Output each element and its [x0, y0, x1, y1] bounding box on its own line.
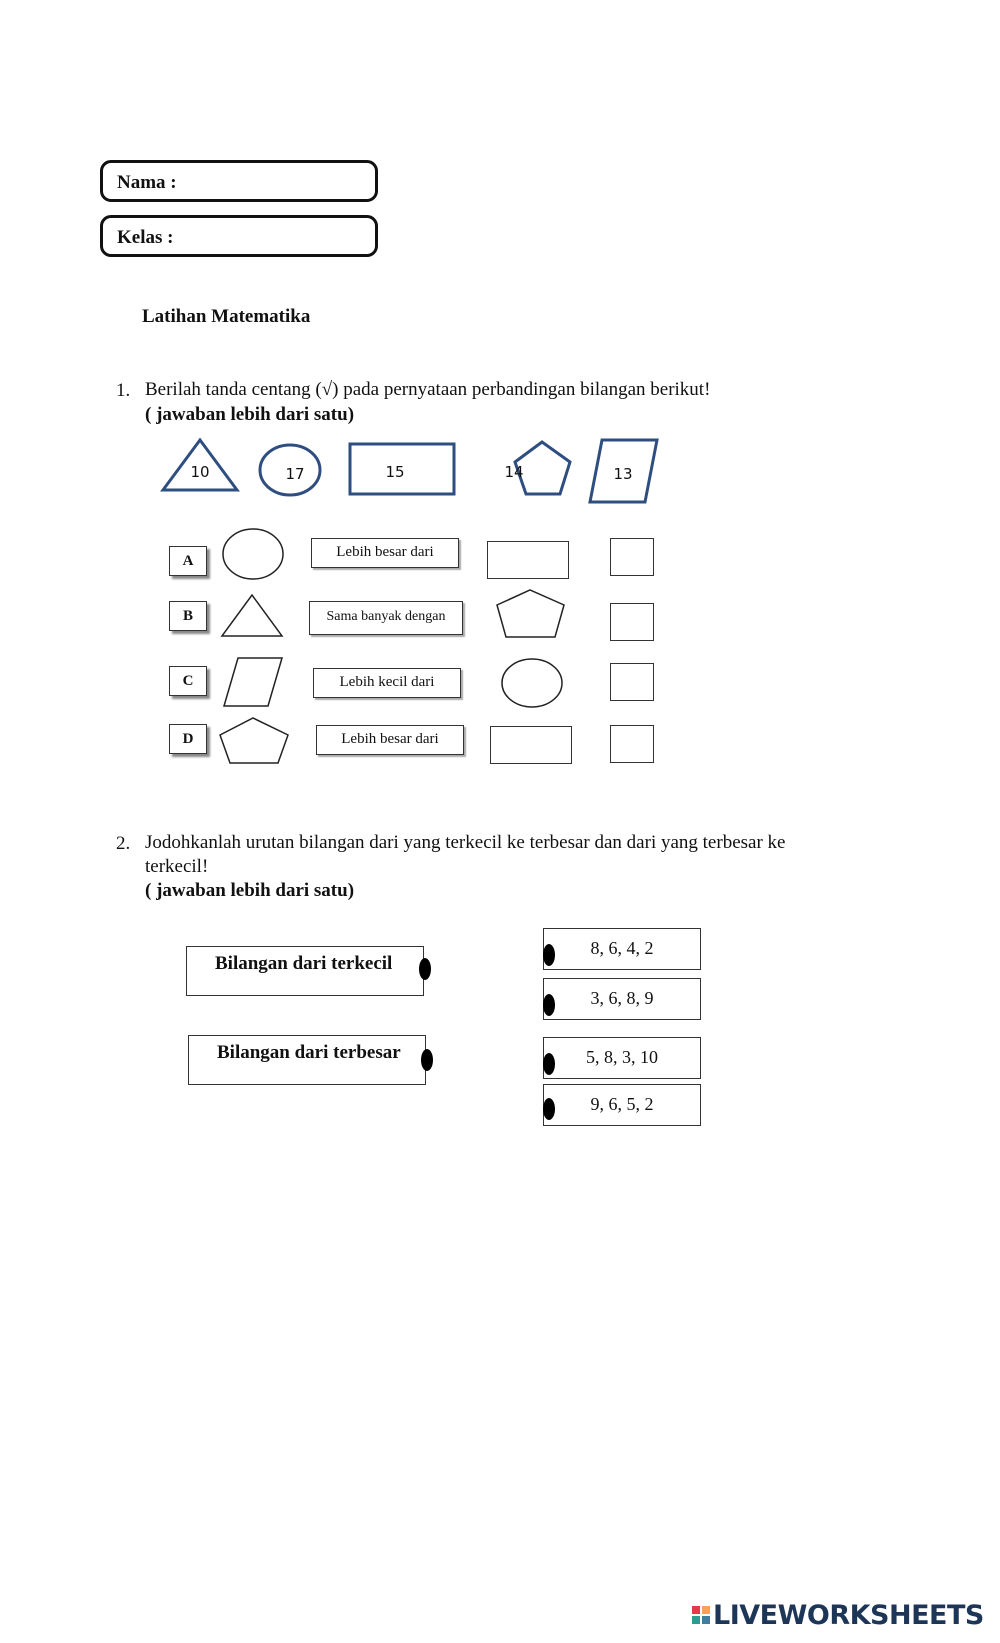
circle-icon	[223, 529, 283, 579]
question-1-text: Berilah tanda centang (√) pada pernyataan perbandingan bilangan berikut!	[145, 379, 711, 400]
pentagon-icon	[497, 590, 564, 637]
row-c-checkbox[interactable]	[610, 663, 654, 701]
shape-value-triangle: 10	[190, 463, 210, 481]
class-label: Kelas :	[117, 227, 174, 248]
row-d-comparison: Lebih besar dari	[316, 725, 464, 755]
shape-value-parallelogram: 13	[613, 465, 633, 483]
page-title: Latihan Matematika	[142, 306, 311, 327]
match-right-item-2[interactable]: 3, 6, 8, 9	[543, 978, 701, 1020]
match-left-largest-label: Bilangan dari terbesar	[217, 1042, 401, 1063]
option-c-label: C	[169, 666, 207, 696]
match-left-largest-dot[interactable]	[421, 1049, 433, 1071]
row-a-answer-rectangle[interactable]	[487, 541, 569, 579]
match-right-item-4[interactable]: 9, 6, 5, 2	[543, 1084, 701, 1126]
match-right-item-4-dot[interactable]	[543, 1098, 555, 1120]
shape-value-pentagon: 14	[504, 463, 524, 481]
parallelogram-icon	[224, 658, 282, 706]
row-b-comparison: Sama banyak dengan	[309, 601, 463, 635]
row-d-left-shape	[216, 713, 294, 769]
pentagon-icon	[220, 718, 288, 763]
row-b-checkbox[interactable]	[610, 603, 654, 641]
match-right-item-1-dot[interactable]	[543, 944, 555, 966]
row-c-left-shape	[220, 654, 288, 710]
row-b-right-shape	[492, 585, 572, 641]
question-2-number: 2.	[116, 833, 131, 854]
row-a-comparison: Lebih besar dari	[311, 538, 459, 568]
row-a-left-shape	[218, 527, 288, 583]
question-1-number: 1.	[116, 380, 131, 401]
circle-icon	[502, 659, 562, 707]
logo-text: LIVEWORKSHEETS	[713, 1599, 984, 1631]
match-left-smallest-dot[interactable]	[419, 958, 431, 980]
question-1-note: ( jawaban lebih dari satu)	[145, 404, 355, 425]
shape-value-rectangle: 15	[385, 463, 405, 481]
match-right-item-3[interactable]: 5, 8, 3, 10	[543, 1037, 701, 1079]
logo-mark-icon	[692, 1606, 710, 1624]
match-left-largest[interactable]	[188, 1035, 426, 1085]
row-c-right-shape	[500, 657, 566, 711]
row-c-comparison: Lebih kecil dari	[313, 668, 461, 698]
option-b-label: B	[169, 601, 207, 631]
match-right-item-3-dot[interactable]	[543, 1053, 555, 1075]
shape-value-circle: 17	[285, 465, 305, 483]
row-a-checkbox[interactable]	[610, 538, 654, 576]
class-field[interactable]	[100, 215, 378, 257]
question-2-text-line1: Jodohkanlah urutan bilangan dari yang terkecil ke terbesar dan dari yang terbesar ke	[145, 832, 786, 853]
question-2-text-line2: terkecil!	[145, 856, 209, 877]
name-label: Nama :	[117, 172, 177, 193]
row-b-left-shape	[218, 590, 288, 640]
option-d-label: D	[169, 724, 207, 754]
liveworksheets-logo	[692, 1598, 984, 1632]
match-left-smallest-label: Bilangan dari terkecil	[215, 953, 393, 974]
option-a-label: A	[169, 546, 207, 576]
triangle-icon	[222, 595, 282, 636]
match-right-item-1[interactable]: 8, 6, 4, 2	[543, 928, 701, 970]
question-2-note: ( jawaban lebih dari satu)	[145, 880, 355, 901]
row-d-answer-rectangle[interactable]	[490, 726, 572, 764]
match-left-smallest[interactable]	[186, 946, 424, 996]
match-right-item-2-dot[interactable]	[543, 994, 555, 1016]
row-d-checkbox[interactable]	[610, 725, 654, 763]
name-field[interactable]	[100, 160, 378, 202]
